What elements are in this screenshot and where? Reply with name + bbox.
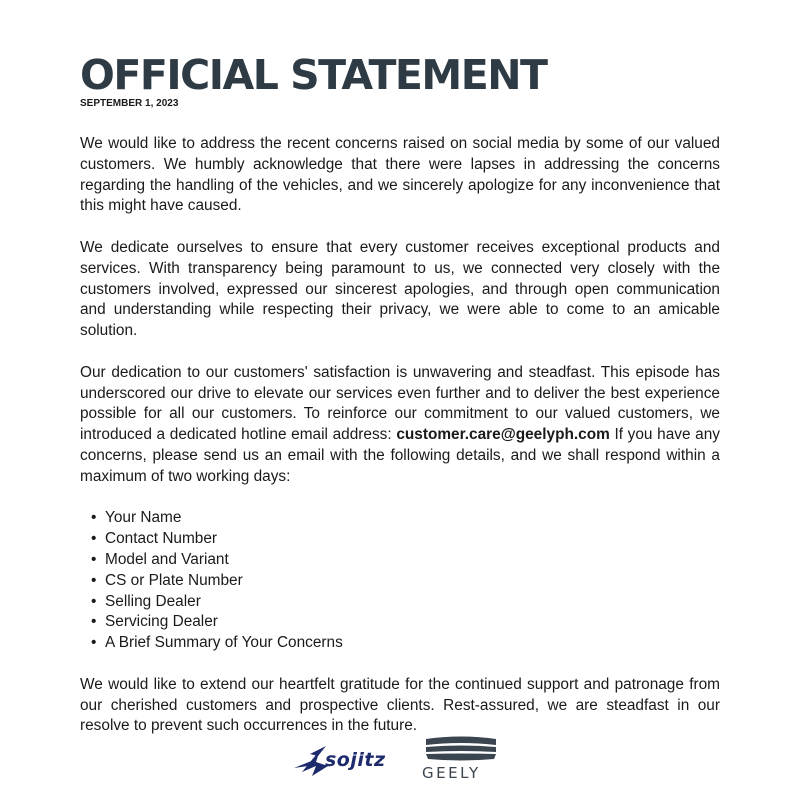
geely-logo [420,735,502,783]
sojitz-wordmark: sojitz [325,749,386,771]
list-item: • Model and Variant [105,550,720,571]
paragraph-2: We dedicate ourselves to ensure that every customer receives exceptional products and services. With transparency being paramount to us, we connected very closely with the customers involved, expressed our sincerest apologies, and through open communication and understanding while respecting their privacy, we were able to come to an amicable solution. [80,238,720,340]
list-item: • A Brief Summary of Your Concerns [105,633,720,654]
list-item: • Selling Dealer [105,592,720,613]
paragraph-1: We would like to address the recent concerns raised on social media by some of our valued customers. We humbly acknowledge that there were lapses in addressing the concerns regarding the handling of the vehicles, and we sincerely apologize for any inconvenience that this might have caused. [80,135,720,215]
paragraph-3-lead: Our dedication to our customers' satisfaction is unwavering and steadfast. This episode has underscored our drive to elevate our services even further and to deliver the best experience possible for all our customers. To reinforce our commitment to our valued customers, we introduced a dedicated hotline email address: [80,363,720,444]
footer-logos [0,735,800,785]
hotline-email: customer.care@geelyph.com [396,426,610,444]
paragraph-3-tail: If you have any concerns, please send us an email with the following details, and we shall respond within a maximum of two working days: [80,426,720,485]
geely-wordmark: GEELY [422,764,481,782]
statement-document [80,52,720,758]
list-item: • Servicing Dealer [105,612,720,633]
sojitz-logo [292,742,402,778]
page-title: OFFICIAL STATEMENT [80,51,547,99]
paragraph-3 [80,363,720,488]
list-item: • Your Name [105,508,720,529]
statement-body [80,134,720,737]
list-item: • Contact Number [105,529,720,550]
statement-date: SEPTEMBER 1, 2023 [80,98,179,109]
paragraph-4: We would like to extend our heartfelt gratitude for the continued support and patronage from our cherished customers and prospective clients. Rest-assured, we are steadfast in our resolve to prevent such occurrences in the future. [80,675,720,735]
details-list [80,508,720,654]
geely-emblem-icon [420,735,502,765]
list-item: • CS or Plate Number [105,571,720,592]
